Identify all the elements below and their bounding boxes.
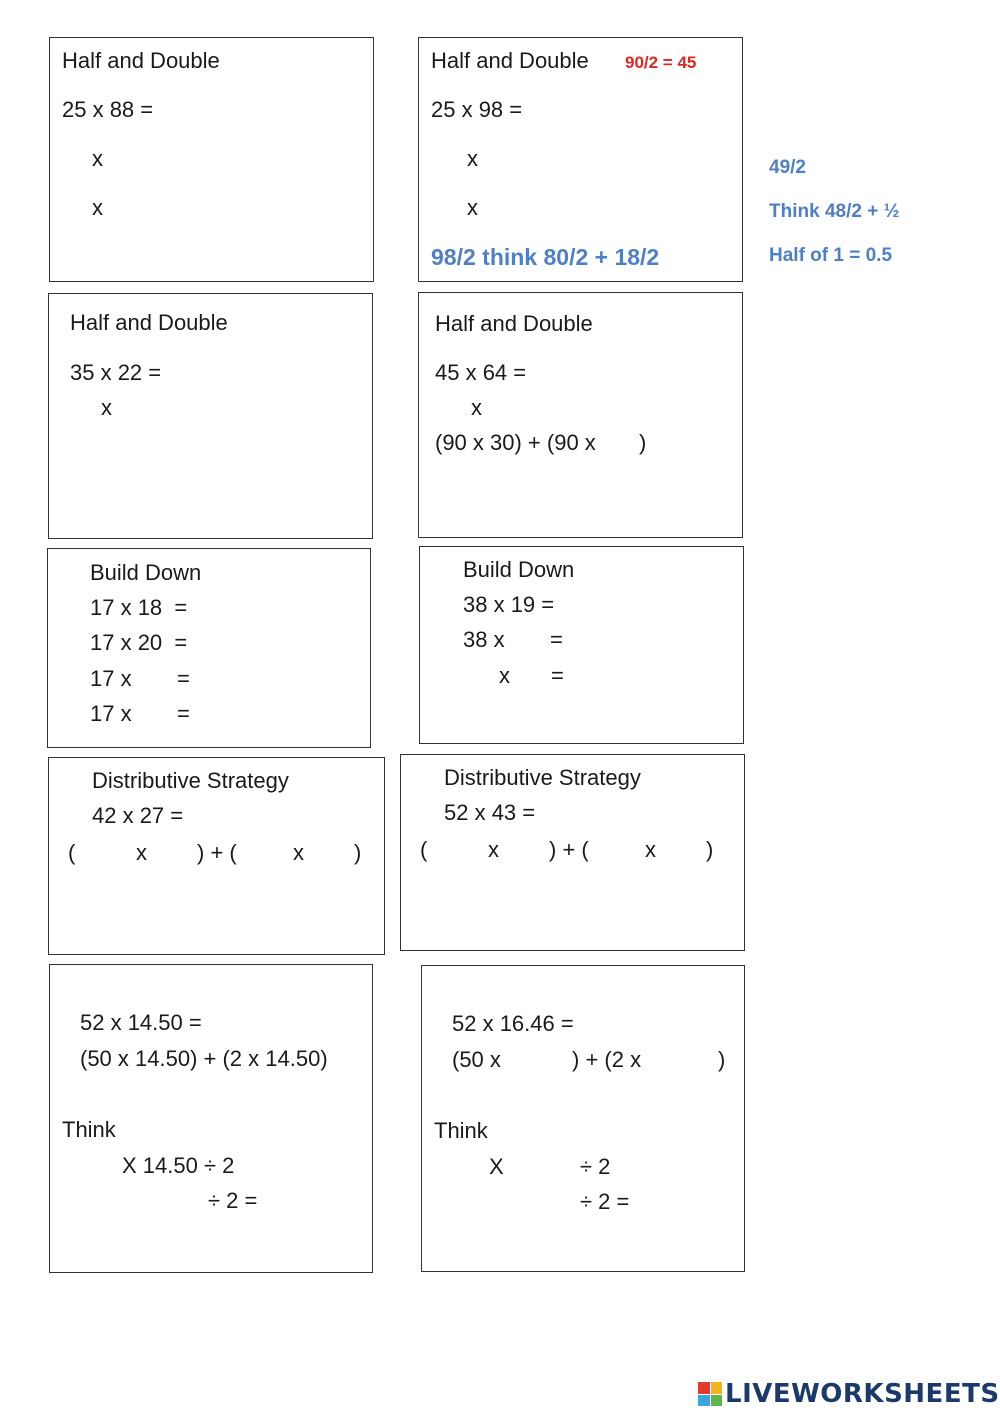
blue-annotation: 98/2 think 80/2 + 18/2 (431, 244, 660, 270)
problem-line: x (645, 837, 656, 862)
problem-line: ) (639, 430, 647, 455)
problem-line: ÷ 2 (580, 1154, 611, 1179)
problem-line: 35 x 22 = (70, 360, 162, 385)
problem-line: x (467, 195, 478, 220)
answer-blank[interactable] (243, 840, 291, 866)
box-heading: Half and Double (435, 311, 593, 336)
problem-line: x (467, 146, 478, 171)
answer-blank[interactable] (81, 840, 131, 866)
problem-line: 42 x 27 = (92, 803, 184, 828)
box-heading: Half and Double (62, 48, 220, 73)
answer-blank[interactable] (494, 1189, 576, 1215)
answer-blank[interactable] (510, 1047, 570, 1073)
problem-line: ) + ( (549, 837, 589, 862)
problem-line: ÷ 2 = (580, 1189, 630, 1214)
answer-blank[interactable] (590, 1011, 680, 1037)
box-heading: Half and Double (431, 48, 589, 73)
problem-line: ) + (2 x (572, 1047, 642, 1072)
answer-blank[interactable] (309, 840, 351, 866)
answer-blank[interactable] (60, 195, 90, 221)
answer-blank[interactable] (510, 627, 548, 653)
answer-blank[interactable] (266, 1188, 346, 1214)
problem-line: 25 x 98 = (431, 97, 523, 122)
answer-blank[interactable] (658, 1047, 716, 1073)
answer-blank[interactable] (549, 800, 629, 826)
side-note: Half of 1 = 0.5 (769, 245, 893, 266)
answer-blank[interactable] (638, 1189, 718, 1215)
problem-line: 17 x (90, 666, 132, 691)
answer-blank[interactable] (572, 663, 642, 689)
problem-line: ) (354, 840, 362, 865)
answer-blank[interactable] (80, 1153, 120, 1179)
answer-blank[interactable] (202, 630, 272, 656)
red-annotation: 90/2 = 45 (625, 53, 697, 72)
side-note: Think 48/2 + ½ (769, 201, 900, 222)
worksheet-box-6 (419, 546, 744, 744)
problem-line: x (92, 146, 103, 171)
answer-blank[interactable] (485, 146, 545, 172)
answer-blank[interactable] (489, 395, 549, 421)
answer-blank[interactable] (122, 1188, 204, 1214)
answer-blank[interactable] (433, 837, 483, 863)
problem-line: X 14.50 ÷ 2 (122, 1153, 235, 1178)
answer-blank[interactable] (202, 666, 272, 692)
answer-blank[interactable] (202, 701, 272, 727)
liveworksheets-logo (698, 1379, 1000, 1409)
worksheet-box-5 (47, 548, 371, 748)
problem-line: (90 x 30) + (90 x (435, 430, 596, 455)
problem-line: = (177, 701, 190, 726)
problem-line: (50 x (452, 1047, 501, 1072)
answer-blank[interactable] (197, 803, 277, 829)
problem-line: 38 x 19 = (463, 592, 555, 617)
worksheet-box-10 (421, 965, 745, 1272)
problem-line: (50 x 14.50) + (2 x 14.50) (80, 1046, 328, 1071)
answer-blank[interactable] (67, 395, 99, 421)
answer-blank[interactable] (595, 837, 643, 863)
problem-line: 38 x (463, 627, 505, 652)
answer-blank[interactable] (485, 195, 545, 221)
logo-text: LIVEWORKSHEETS (725, 1379, 1000, 1409)
think-label: Think (62, 1117, 116, 1142)
liveworksheets-logo-icon (698, 1382, 722, 1406)
answer-blank[interactable] (460, 663, 496, 689)
problem-line: x (136, 840, 147, 865)
answer-blank[interactable] (110, 146, 170, 172)
worksheet-box-8 (400, 754, 745, 951)
answer-blank[interactable] (433, 395, 469, 421)
side-note: 49/2 (769, 157, 806, 178)
problem-line: 52 x 16.46 = (452, 1011, 574, 1036)
problem-line: 17 x 18 = (90, 595, 188, 620)
problem-line: 45 x 64 = (435, 360, 527, 385)
answer-blank[interactable] (572, 627, 642, 653)
problem-line: ) (718, 1047, 726, 1072)
problem-line: ) + ( (197, 840, 237, 865)
problem-line: x (488, 837, 499, 862)
think-label: Think (434, 1118, 488, 1143)
answer-blank[interactable] (570, 592, 640, 618)
problem-line: ( (420, 837, 428, 862)
answer-blank[interactable] (60, 146, 90, 172)
answer-blank[interactable] (615, 430, 641, 456)
answer-blank[interactable] (429, 146, 465, 172)
problem-line: x (471, 395, 482, 420)
problem-line: = (551, 663, 564, 688)
problem-line: x (92, 195, 103, 220)
worksheet-box-7 (48, 757, 385, 955)
worksheet-box-3 (48, 293, 373, 539)
answer-blank[interactable] (218, 1010, 308, 1036)
problem-line: x (499, 663, 510, 688)
box-heading: Distributive Strategy (92, 768, 289, 793)
answer-blank[interactable] (510, 1154, 574, 1180)
problem-line: 17 x 20 = (90, 630, 188, 655)
problem-line: 52 x 14.50 = (80, 1010, 202, 1035)
problem-line: 52 x 43 = (444, 800, 536, 825)
box-heading: Build Down (90, 560, 202, 585)
answer-blank[interactable] (110, 195, 170, 221)
answer-blank[interactable] (429, 195, 465, 221)
problem-line: ( (68, 840, 76, 865)
problem-line: = (550, 627, 563, 652)
answer-blank[interactable] (516, 663, 550, 689)
problem-line: x (101, 395, 112, 420)
answer-blank[interactable] (202, 595, 272, 621)
answer-blank[interactable] (442, 1154, 486, 1180)
worksheet-box-9 (49, 964, 373, 1273)
answer-blank[interactable] (138, 666, 176, 692)
box-heading: Distributive Strategy (444, 765, 641, 790)
answer-blank[interactable] (661, 837, 703, 863)
problem-line: = (177, 666, 190, 691)
problem-line: ) (706, 837, 714, 862)
answer-blank[interactable] (138, 701, 176, 727)
box-heading: Build Down (463, 557, 575, 582)
answer-blank[interactable] (119, 395, 179, 421)
problem-line: x (293, 840, 304, 865)
worksheet-box-4 (418, 292, 743, 538)
worksheet-box-1 (49, 37, 374, 282)
answer-blank[interactable] (151, 840, 195, 866)
problem-line: 25 x 88 = (62, 97, 154, 122)
problem-line: X (489, 1154, 504, 1179)
box-heading: Half and Double (70, 310, 228, 335)
worksheet-box-2 (418, 37, 743, 282)
problem-line: 17 x (90, 701, 132, 726)
problem-line: ÷ 2 = (208, 1188, 258, 1213)
answer-blank[interactable] (503, 837, 547, 863)
